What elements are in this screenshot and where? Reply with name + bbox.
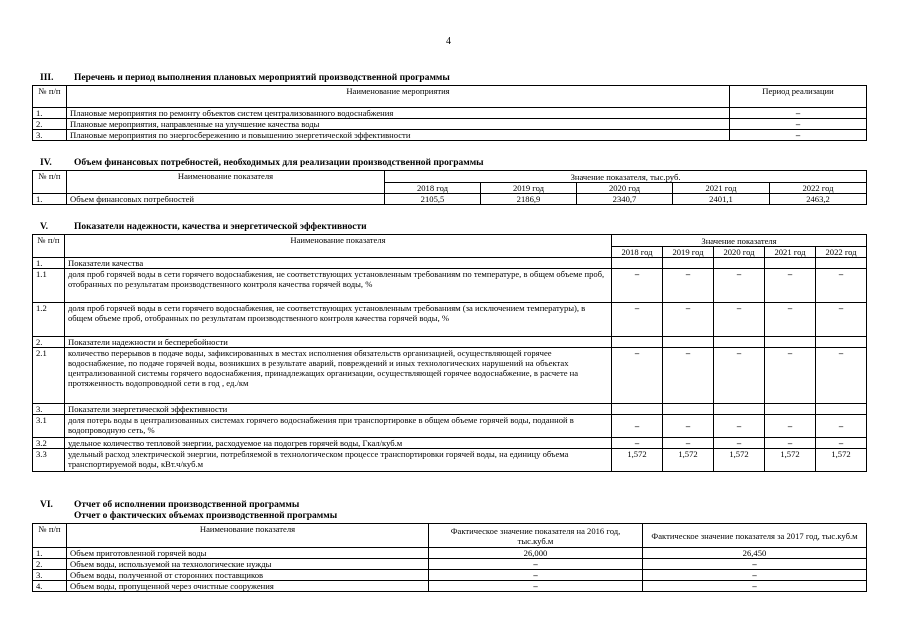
- row-num: 2.1: [33, 348, 65, 404]
- table-row: [33, 559, 867, 570]
- year-header: 2020 год: [577, 183, 673, 194]
- reliability-indicators-table: [32, 234, 867, 472]
- year-header: 2022 год: [770, 183, 867, 194]
- row-num: 2.: [33, 337, 65, 348]
- col-header-indicator: Наименование показателя: [65, 235, 612, 258]
- value-cell: –: [714, 415, 765, 438]
- group-row: [33, 337, 867, 348]
- value-cell: –: [765, 269, 816, 303]
- group-row: [33, 258, 867, 269]
- row-num: 1.: [33, 258, 65, 269]
- indicator-name: Объем приготовленной горячей воды: [67, 548, 429, 559]
- row-num: 2.: [33, 119, 67, 130]
- col-header-period: Период реализации: [730, 86, 867, 108]
- row-num: 3.: [33, 130, 67, 141]
- value-cell: –: [816, 303, 867, 337]
- value-cell: 1,572: [816, 449, 867, 472]
- value-2017: –: [643, 559, 867, 570]
- value-cell: –: [663, 415, 714, 438]
- value-cell: 1,572: [714, 449, 765, 472]
- col-header-2017: Фактическое значение показателя за 2017 год, тыс.куб.м: [643, 524, 867, 548]
- value-cell: –: [765, 415, 816, 438]
- row-num: 1.2: [33, 303, 65, 337]
- section-4-number: IV.: [40, 158, 52, 168]
- section-4-title: Объем финансовых потребностей, необходимых для реализации производственной программы: [74, 158, 484, 168]
- indicator-name: Объем финансовых потребностей: [67, 194, 385, 205]
- activity-period: –: [730, 130, 867, 141]
- section-6-subtitle: Отчет о фактических объемах производственной программы: [74, 511, 338, 521]
- col-header-value: Значение показателя, тыс.руб.: [385, 171, 867, 183]
- table-row: [33, 108, 867, 119]
- section-3-heading: [40, 73, 450, 83]
- section-5-title: Показатели надежности, качества и энергетической эффективности: [74, 222, 367, 232]
- value-cell: –: [714, 438, 765, 449]
- value-cell: –: [816, 415, 867, 438]
- year-header: 2018 год: [385, 183, 481, 194]
- indicator-name: удельный расход электрической энергии, потребляемой в технологическом процессе транспортировки горячей воды, на единицу объема транспортируемой воды, кВт.ч/куб.м: [65, 449, 612, 472]
- value-cell: –: [612, 303, 663, 337]
- value-2017: –: [643, 570, 867, 581]
- col-header-num: № п/п: [33, 86, 67, 108]
- value-cell: 2401,1: [673, 194, 770, 205]
- year-header: 2021 год: [765, 247, 816, 258]
- indicator-name: доля проб горячей воды в сети горячего водоснабжения, не соответствующих установленным требованиям по температуре, в общем объеме проб, отобранных по результатам производственного контроля качества горячей воды, %: [65, 269, 612, 303]
- planned-activities-table: [32, 85, 867, 141]
- table-row: [33, 415, 867, 438]
- activity-name: Плановые мероприятия по ремонту объектов систем централизованного водоснабжения: [67, 108, 730, 119]
- value-cell: –: [765, 303, 816, 337]
- table-row: [33, 438, 867, 449]
- indicator-name: Объем воды, пропущенной через очистные сооружения: [67, 581, 429, 592]
- col-header-num: № п/п: [33, 524, 67, 548]
- value-cell: 2186,9: [481, 194, 577, 205]
- col-header-indicator: Наименование показателя: [67, 524, 429, 548]
- row-num: 1.: [33, 108, 67, 119]
- indicator-name: количество перерывов в подаче воды, зафиксированных в местах исполнения обязательств организацией, осуществляющей горячее водоснабжение, по подаче горячей воды, возникших в результате аварий, повреждений и иных технологических нарушений на объектах централизованной системы горячего водоснабжения, принадлежащих организации, осуществляющей горячее водоснабжение, в расчете на протяженность водопроводной сети в год , ед./км: [65, 348, 612, 404]
- value-2016: 26,000: [429, 548, 643, 559]
- row-num: 1.1: [33, 269, 65, 303]
- col-header-num: № п/п: [33, 171, 67, 194]
- table-row: [33, 194, 867, 205]
- activity-period: –: [730, 108, 867, 119]
- row-num: 4.: [33, 581, 67, 592]
- section-3-number: III.: [40, 73, 54, 83]
- value-cell: –: [612, 348, 663, 404]
- value-cell: –: [663, 303, 714, 337]
- year-header: 2019 год: [663, 247, 714, 258]
- indicator-name: Объем воды, используемой на технологические нужды: [67, 559, 429, 570]
- page-number: 4: [446, 36, 451, 47]
- section-6-title: Отчет об исполнении производственной программы: [74, 500, 300, 510]
- value-2017: 26,450: [643, 548, 867, 559]
- value-cell: –: [663, 269, 714, 303]
- row-num: 1.: [33, 548, 67, 559]
- table-row: [33, 449, 867, 472]
- table-row: [33, 119, 867, 130]
- col-header-activity: Наименование мероприятия: [67, 86, 730, 108]
- indicator-name: удельное количество тепловой энергии, расходуемое на подогрев горячей воды, Гкал/куб.м: [65, 438, 612, 449]
- value-cell: 1,572: [663, 449, 714, 472]
- indicator-name: Объем воды, полученной от сторонних поставщиков: [67, 570, 429, 581]
- value-cell: –: [714, 269, 765, 303]
- group-title: Показатели качества: [65, 258, 612, 269]
- year-header: 2019 год: [481, 183, 577, 194]
- col-header-num: № п/п: [33, 235, 65, 258]
- year-header: 2018 год: [612, 247, 663, 258]
- section-3-title: Перечень и период выполнения плановых мероприятий производственной программы: [74, 73, 450, 83]
- financial-needs-table: [32, 170, 867, 205]
- group-title: Показатели надежности и бесперебойности: [65, 337, 612, 348]
- value-cell: 2340,7: [577, 194, 673, 205]
- value-2016: –: [429, 559, 643, 570]
- section-4-heading: [40, 158, 484, 168]
- value-cell: 1,572: [612, 449, 663, 472]
- indicator-name: доля проб горячей воды в сети горячего водоснабжения, не соответствующих установленным требованиям (за исключением температуры), в общем объеме проб, отобранных по результатам производственного контроля качества горячей воды, %: [65, 303, 612, 337]
- table-row: [33, 303, 867, 337]
- activity-period: –: [730, 119, 867, 130]
- table-row: [33, 548, 867, 559]
- table-row: [33, 581, 867, 592]
- value-cell: –: [816, 438, 867, 449]
- value-cell: –: [612, 438, 663, 449]
- value-cell: –: [612, 415, 663, 438]
- indicator-name: доля потерь воды в централизованных системах горячего водоснабжения при транспортировке в общем объеме горячей воды, поданной в водопроводную сеть, %: [65, 415, 612, 438]
- value-cell: 2105,5: [385, 194, 481, 205]
- section-5-heading: [40, 222, 367, 232]
- row-num: 2.: [33, 559, 67, 570]
- table-row: [33, 348, 867, 404]
- table-row: [33, 269, 867, 303]
- value-2016: –: [429, 570, 643, 581]
- col-header-indicator: Наименование показателя: [67, 171, 385, 194]
- section-6-number: VI.: [40, 500, 53, 510]
- value-cell: –: [816, 269, 867, 303]
- value-cell: –: [765, 438, 816, 449]
- actual-volumes-table: [32, 523, 867, 592]
- value-cell: –: [663, 348, 714, 404]
- section-5-number: V.: [40, 222, 49, 232]
- row-num: 3.2: [33, 438, 65, 449]
- value-2016: –: [429, 581, 643, 592]
- group-row: [33, 404, 867, 415]
- year-header: 2022 год: [816, 247, 867, 258]
- group-title: Показатели энергетической эффективности: [65, 404, 612, 415]
- row-num: 1.: [33, 194, 67, 205]
- value-cell: –: [663, 438, 714, 449]
- year-header: 2020 год: [714, 247, 765, 258]
- value-2017: –: [643, 581, 867, 592]
- value-cell: 1,572: [765, 449, 816, 472]
- table-row: [33, 570, 867, 581]
- row-num: 3.: [33, 570, 67, 581]
- value-cell: 2463,2: [770, 194, 867, 205]
- row-num: 3.1: [33, 415, 65, 438]
- section-6-heading: [40, 500, 299, 510]
- activity-name: Плановые мероприятия по энергосбережению и повышению энергетической эффективности: [67, 130, 730, 141]
- row-num: 3.: [33, 404, 65, 415]
- col-header-value: Значение показателя: [612, 235, 867, 247]
- activity-name: Плановые мероприятия, направленные на улучшение качества воды: [67, 119, 730, 130]
- value-cell: –: [714, 303, 765, 337]
- table-row: [33, 130, 867, 141]
- value-cell: –: [612, 269, 663, 303]
- col-header-2016: Фактическое значение показателя на 2016 год, тыс.куб.м: [429, 524, 643, 548]
- value-cell: –: [765, 348, 816, 404]
- value-cell: –: [714, 348, 765, 404]
- year-header: 2021 год: [673, 183, 770, 194]
- value-cell: –: [816, 348, 867, 404]
- row-num: 3.3: [33, 449, 65, 472]
